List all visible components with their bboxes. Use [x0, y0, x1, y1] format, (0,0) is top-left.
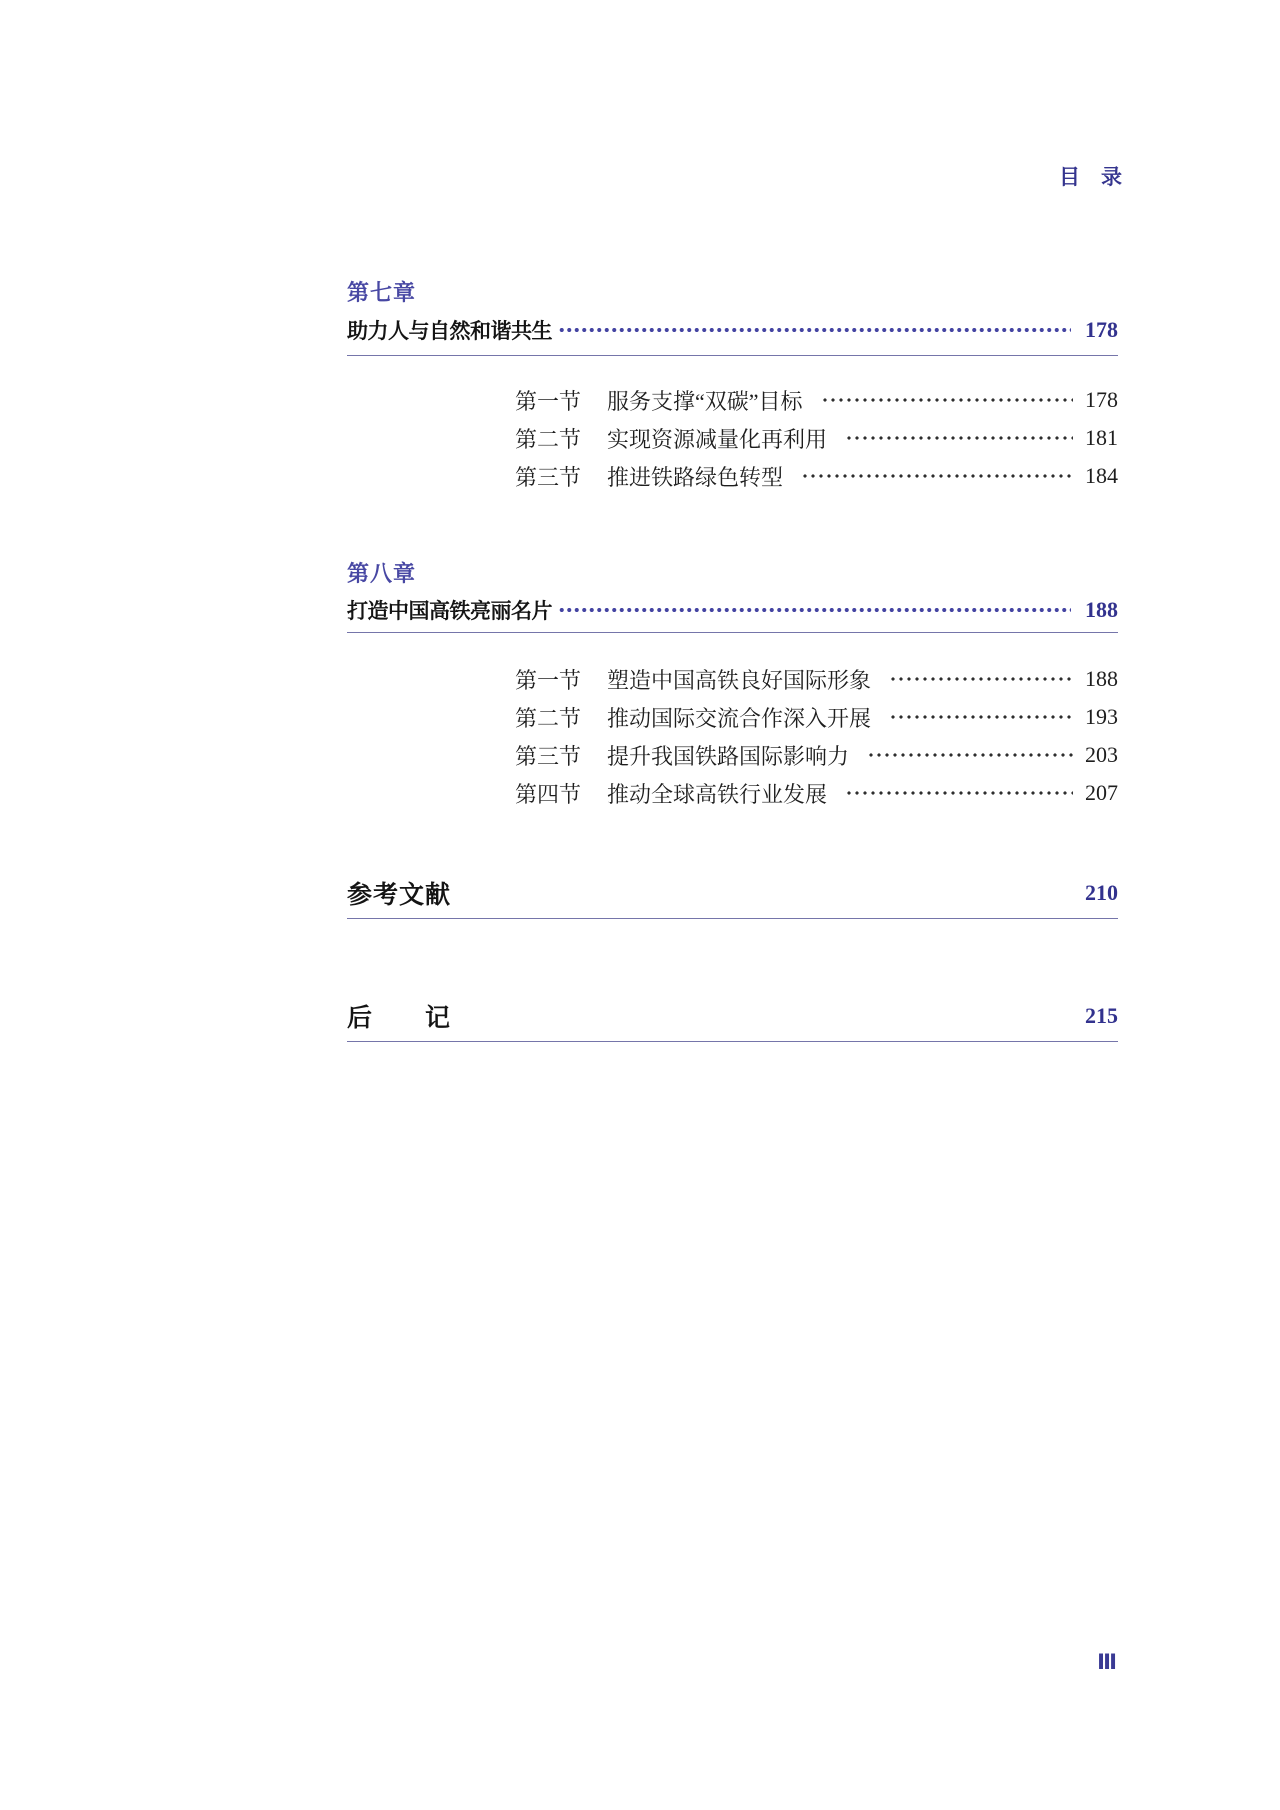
dotted-leader [845, 789, 1073, 797]
afterword-title: 后 记 [347, 1005, 452, 1032]
section-label: 第一节 [515, 667, 582, 693]
chapter-8-label: 第八章 [347, 561, 417, 586]
dotted-leader [867, 751, 1073, 759]
chapter-7-section-list [515, 381, 1118, 495]
dotted-leader [558, 606, 1071, 614]
section-label: 第四节 [515, 781, 582, 807]
section-title: 服务支撑“双碳”目标 [607, 388, 803, 414]
divider-rule [347, 918, 1118, 919]
references-page-number: 210 [1085, 880, 1118, 905]
page-number-folio: Ⅲ [1097, 1650, 1118, 1674]
chapter-7-label: 第七章 [347, 280, 417, 305]
section-entry [515, 381, 1118, 419]
section-entry [515, 736, 1118, 774]
section-label: 第二节 [515, 426, 582, 452]
afterword-page-number: 215 [1085, 1003, 1118, 1028]
section-page-number: 207 [1085, 780, 1118, 805]
dotted-leader [821, 396, 1073, 404]
references-title: 参考文献 [347, 882, 452, 909]
section-entry [515, 419, 1118, 457]
section-page-number: 178 [1085, 387, 1118, 412]
afterword-entry [347, 999, 1118, 1033]
divider-rule [347, 355, 1118, 356]
section-page-number: 181 [1085, 425, 1118, 450]
section-title: 推进铁路绿色转型 [607, 464, 784, 490]
divider-rule [347, 1041, 1118, 1042]
section-page-number: 193 [1085, 704, 1118, 729]
divider-rule [347, 632, 1118, 633]
section-page-number: 188 [1085, 666, 1118, 691]
chapter-8-section-list [515, 660, 1118, 812]
section-label: 第三节 [515, 743, 582, 769]
chapter-8-entry [347, 593, 1118, 627]
dotted-leader [558, 326, 1071, 334]
section-title: 实现资源减量化再利用 [607, 426, 828, 452]
section-entry [515, 698, 1118, 736]
chapter-7-page-number: 178 [1085, 317, 1118, 342]
section-entry [515, 457, 1118, 495]
references-entry [347, 876, 1118, 910]
section-page-number: 184 [1085, 463, 1118, 488]
section-entry [515, 660, 1118, 698]
section-label: 第一节 [515, 388, 582, 414]
chapter-7-entry [347, 313, 1118, 347]
chapter-8-page-number: 188 [1085, 597, 1118, 622]
dotted-leader [801, 472, 1073, 480]
section-title: 推动全球高铁行业发展 [607, 781, 828, 807]
section-page-number: 203 [1085, 742, 1118, 767]
section-label: 第二节 [515, 705, 582, 731]
section-title: 提升我国铁路国际影响力 [607, 743, 850, 769]
section-title: 推动国际交流合作深入开展 [607, 705, 872, 731]
dotted-leader [889, 713, 1073, 721]
section-title: 塑造中国高铁良好国际形象 [607, 667, 872, 693]
chapter-8-title: 打造中国高铁亮丽名片 [347, 599, 552, 623]
chapter-7-title: 助力人与自然和谐共生 [347, 319, 552, 343]
section-entry [515, 774, 1118, 812]
page-title: 目 录 [1059, 165, 1122, 189]
section-label: 第三节 [515, 464, 582, 490]
dotted-leader [889, 675, 1073, 683]
dotted-leader [845, 434, 1073, 442]
